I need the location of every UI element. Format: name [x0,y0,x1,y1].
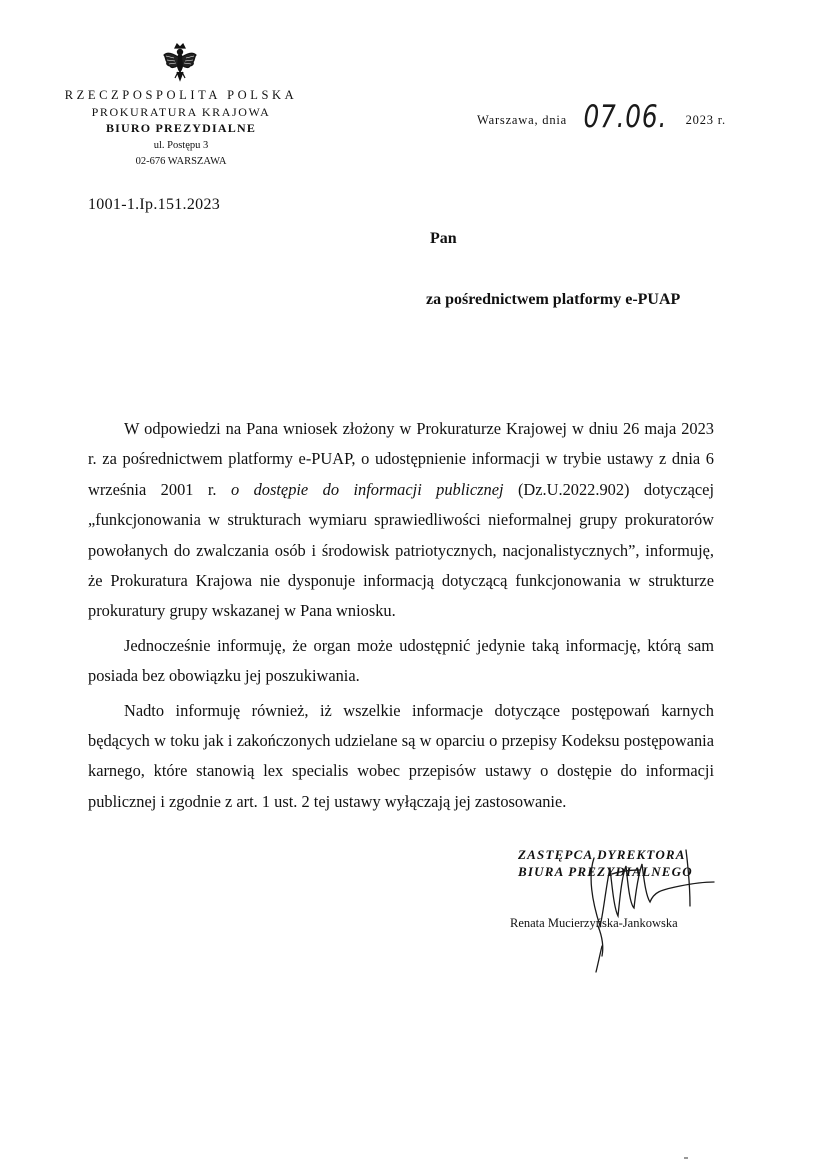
handwritten-signature-icon [510,846,720,976]
signatory-title-line-1: ZASTĘPCA DYREKTORA [518,847,686,862]
body-paragraph-1-part-1: W odpowiedzi na Pana wniosek złożony w Prokuraturze Krajowej w dniu 26 maja 2023 r. za pośrednictwem platformy e-PUAP, o udostępnienie informacji w trybie ustawy z dnia 6 września 2001 r. [88,419,714,499]
recipient-delivery-channel: za pośrednictwem platformy e-PUAP [426,291,681,308]
institution-header [40,88,322,168]
city-address: 02-676 WARSZAWA [135,155,227,167]
reference-number: 1001-1.Ip.151.2023 [88,196,221,213]
country-name: RZECZPOSPOLITA POLSKA [64,88,298,102]
street-address: ul. Postępu 3 [153,139,209,151]
page-corner-mark [684,1157,688,1159]
body-paragraph-1 [88,414,714,627]
date-year: 2023 r. [685,113,726,127]
signature-stamp [510,846,720,976]
body-paragraph-3: Nadto informuję również, iż wszelkie informacje dotyczące postępowań karnych będących w toku jak i zakończonych udzielane są w oparciu o przepisy Kodeksu postępowania karnego, które stanowią lex specialis wobec przepisów ustawy o dostępie do informacji publicznej i zgodnie z art. 1 ust. 2 tej ustawy wyłączają jej zastosowanie. [88,700,714,811]
handwritten-date: 07.06. [583,99,668,135]
signatory-title-line-2: BIURA PREZYDIALNEGO [518,864,693,879]
polish-eagle-emblem-icon [162,42,198,84]
place-label: Warszawa, dnia [477,113,568,127]
institution-name: PROKURATURA KRAJOWA [91,104,271,119]
act-title: o dostępie do informacji publicznej [230,479,504,499]
letter-body [88,414,714,817]
place-date [477,96,726,135]
body-paragraph-2: Jednocześnie informuję, że organ może udostępnić jedynie taką informację, którą sam posiada bez obowiązku jej poszukiwania. [88,635,714,686]
signatory-name: Renata Mucierzyńska-Jankowska [510,916,678,930]
recipient-name: Pan [430,230,457,247]
office-name: BIURO PREZYDIALNE [105,120,257,135]
body-paragraph-1-part-2: (Dz.U.2022.902) dotyczącej „funkcjonowania w strukturach wymiaru sprawiedliwości nieformalnej grupy prokuratorów powołanych do zwalczania osób i środowisk patriotycznych, nacjonalistycznych”, informuję, że Prokuratura Krajowa nie dysponuje informacją dotyczącą funkcjonowania w strukturze prokuratury grupy wskazanej w Pana wniosku. [88,479,714,621]
